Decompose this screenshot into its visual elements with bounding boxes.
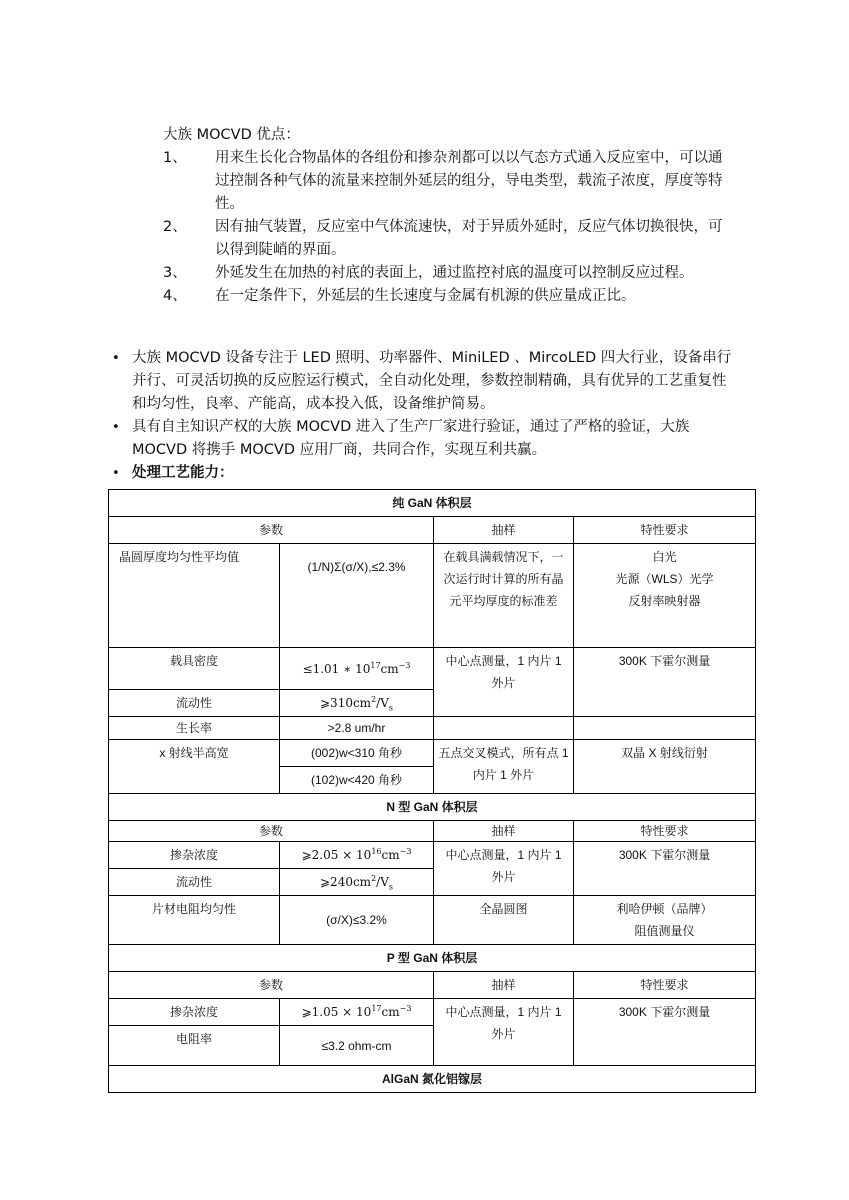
value-base: ⩾2.05 × 10 xyxy=(301,848,372,862)
value-unit-exponent: −3 xyxy=(399,1004,412,1013)
requirement-cell: 300K 下霍尔测量 xyxy=(574,648,756,717)
value-exponent: 17 xyxy=(370,660,381,670)
param-value: (σ/X)≤3.2% xyxy=(280,896,434,945)
header-param: 参数 xyxy=(109,517,434,544)
sampling-cell: 五点交叉模式，所有点 1 内片 1 外片 xyxy=(434,740,574,794)
value-unit-exponent: −3 xyxy=(399,847,412,856)
param-value xyxy=(280,869,434,896)
bullet-dot: • xyxy=(112,351,120,366)
sampling-cell: 中心点测量，1 内片 1 外片 xyxy=(434,648,574,717)
requirement-line: 光源（WLS）光学 xyxy=(615,572,714,586)
requirement-cell: 300K 下霍尔测量 xyxy=(574,842,756,896)
value-subscript: s xyxy=(388,882,393,892)
requirement-line: 反射率映射器 xyxy=(628,594,701,608)
requirement-cell xyxy=(574,717,756,740)
header-requirement: 特性要求 xyxy=(574,972,756,999)
advantages-title: 大族 MOCVD 优点： xyxy=(163,127,300,143)
param-value xyxy=(280,999,434,1026)
header-sampling: 抽样 xyxy=(434,517,574,544)
requirement-cell xyxy=(574,544,756,648)
header-param: 参数 xyxy=(109,972,434,999)
value-subscript: s xyxy=(388,703,393,713)
item-text: 用来生长化合物晶体的各组份和掺杂剂都可以以气态方式通入反应室中，可以通过控制各种气体的流量来控制外延层的组分，导电类型，载流子浓度，厚度等特性。 xyxy=(215,150,723,212)
item-number: 1、 xyxy=(163,150,187,166)
bullet-text: 处理工艺能力： xyxy=(132,465,234,481)
value-base: ⩾240cm xyxy=(320,875,372,889)
advantage-item xyxy=(163,147,733,216)
requirement-cell: 300K 下霍尔测量 xyxy=(574,999,756,1066)
item-text: 因有抽气装置，反应室中气体流速快，对于异质外延时，反应气体切换很快，可以得到陡峭的界面。 xyxy=(215,219,723,258)
requirement-line: 阻值测量仪 xyxy=(634,924,695,938)
sampling-cell xyxy=(434,717,574,740)
param-value: ≤3.2 ohm-cm xyxy=(280,1026,434,1066)
bullet-dot: • xyxy=(112,466,120,481)
item-text: 在一定条件下，外延层的生长速度与金属有机源的供应量成正比。 xyxy=(215,288,636,304)
header-sampling: 抽样 xyxy=(434,821,574,842)
sampling-cell: 中心点测量，1 内片 1 外片 xyxy=(434,999,574,1066)
advantage-item xyxy=(163,216,733,262)
advantage-item xyxy=(163,262,733,285)
value-slash: /V xyxy=(376,696,389,710)
param-value: (102)w<420 角秒 xyxy=(280,767,434,794)
advantages-section xyxy=(163,124,733,308)
param-name: 电阻率 xyxy=(109,1026,280,1066)
value-unit: cm xyxy=(381,1005,400,1019)
requirement-line: 利哈伊顿（品牌） xyxy=(616,902,713,916)
advantage-item xyxy=(163,285,733,308)
value-unit-exponent: −3 xyxy=(398,660,411,670)
bullet-item xyxy=(112,347,737,416)
value-exponent: 16 xyxy=(371,847,382,856)
value-exponent: 17 xyxy=(371,1004,382,1013)
param-name: 掺杂浓度 xyxy=(109,999,280,1026)
param-name: 生长率 xyxy=(109,717,280,740)
section-title: AlGaN 氮化铝镓层 xyxy=(109,1066,756,1093)
header-sampling: 抽样 xyxy=(434,972,574,999)
param-name: 片材电阻均匀性 xyxy=(109,896,280,945)
requirement-cell: 双晶 X 射线衍射 xyxy=(574,740,756,794)
bullet-item xyxy=(112,462,737,485)
param-name: 掺杂浓度 xyxy=(109,842,280,869)
bullet-list xyxy=(112,347,737,485)
sampling-cell: 全晶圆图 xyxy=(434,896,574,945)
requirement-line: 白光 xyxy=(652,550,677,564)
requirement-cell xyxy=(574,896,756,945)
param-name: 流动性 xyxy=(109,690,280,717)
sampling-cell: 在载具满载情况下，一次运行时计算的所有晶元平均厚度的标准差 xyxy=(434,544,574,648)
bullet-text: 具有自主知识产权的大族 MOCVD 进入了生产厂家进行验证，通过了严格的验证，大族 MOCVD 将携手 MOCVD 应用厂商，共同合作，实现互利共赢。 xyxy=(132,419,690,458)
param-name: 载具密度 xyxy=(109,648,280,690)
value-base: ⩾1.05 × 10 xyxy=(301,1005,372,1019)
header-requirement: 特性要求 xyxy=(574,517,756,544)
process-capability-table xyxy=(108,489,756,1093)
header-requirement: 特性要求 xyxy=(574,821,756,842)
param-value: (002)w<310 角秒 xyxy=(280,740,434,767)
value-exponent: 2 xyxy=(371,874,377,883)
header-param: 参数 xyxy=(109,821,434,842)
param-value xyxy=(280,690,434,717)
item-number: 3、 xyxy=(163,265,187,281)
param-value: (1/N)Σ(σ/X),≤2.3% xyxy=(280,544,434,648)
section-title: 纯 GaN 体积层 xyxy=(109,490,756,517)
value-unit: cm xyxy=(380,661,399,676)
param-name: x 射线半高宽 xyxy=(109,740,280,794)
bullet-text: 大族 MOCVD 设备专注于 LED 照明、功率器件、MiniLED 、MircoLED 四大行业，设备串行并行、可灵活切换的反应腔运行模式，全自动化处理，参数控制精确，具有优异的工艺重复性和均匀性，良率、产能高，成本投入低，设备维护简易。 xyxy=(132,350,732,412)
param-name: 晶圆厚度均匀性平均值 xyxy=(109,544,280,648)
value-base: ≤1.01 ∗ 10 xyxy=(302,661,371,676)
item-number: 2、 xyxy=(163,219,187,235)
param-name: 流动性 xyxy=(109,869,280,896)
value-unit: cm xyxy=(381,848,400,862)
section-title: P 型 GaN 体积层 xyxy=(109,945,756,972)
param-value xyxy=(280,842,434,869)
param-value xyxy=(280,648,434,690)
value-slash: /V xyxy=(376,875,389,889)
item-text: 外延发生在加热的衬底的表面上，通过监控衬底的温度可以控制反应过程。 xyxy=(215,265,694,281)
bullet-dot: • xyxy=(112,420,120,435)
value-exponent: 2 xyxy=(371,695,377,704)
value-base: ⩾310cm xyxy=(320,696,372,710)
bullet-item xyxy=(112,416,737,462)
item-number: 4、 xyxy=(163,288,187,304)
section-title: N 型 GaN 体积层 xyxy=(109,794,756,821)
param-value: >2.8 um/hr xyxy=(280,717,434,740)
sampling-cell: 中心点测量，1 内片 1 外片 xyxy=(434,842,574,896)
